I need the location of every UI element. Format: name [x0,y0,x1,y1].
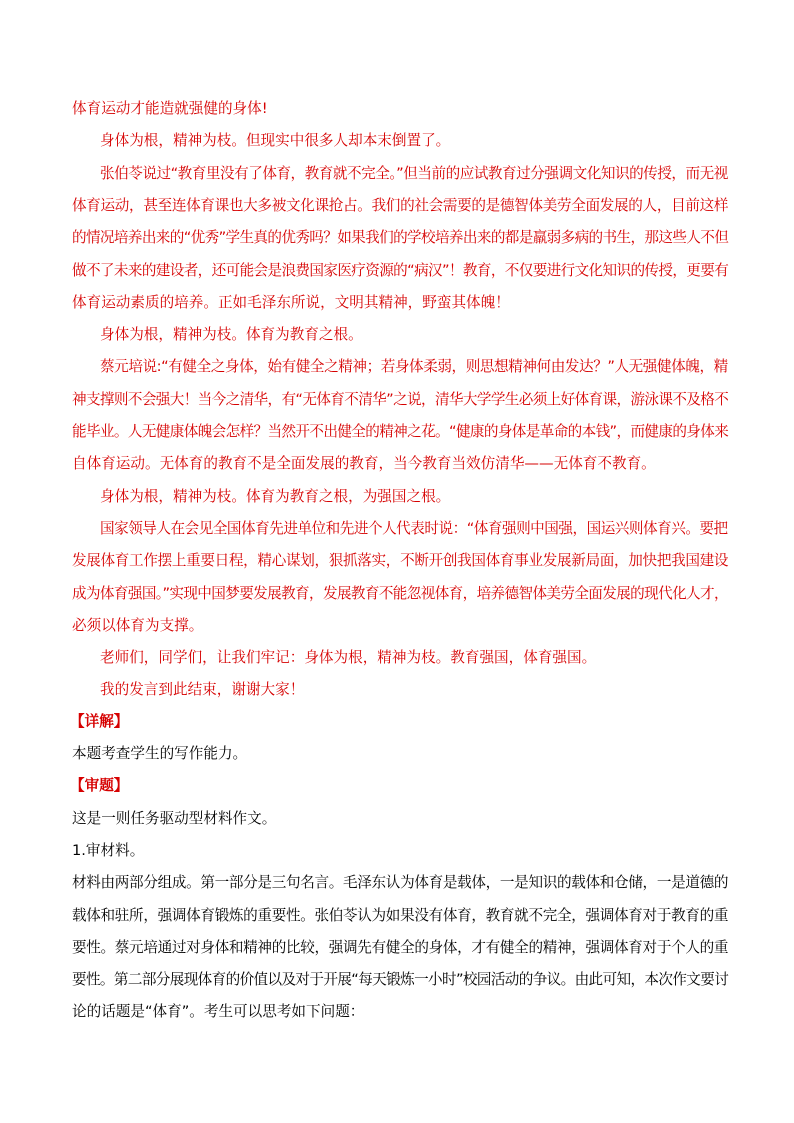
essay-line: 必须以体育为支撑。 [72,617,204,634]
essay-line: 体育运动素质的培养。正如毛泽东所说，文明其精神，野蛮其体魄！ [72,294,510,311]
review-paragraph-line: 材料由两部分组成。第一部分是三句名言。毛泽东认为体育是载体，一是知识的载体和仓储，一是道德的 [72,874,729,891]
essay-line: 身体为根，精神为枝。体育为教育之根。 [100,326,363,343]
essay-line: 我的发言到此结束，谢谢大家！ [100,681,305,698]
review-heading: 【审题】 [70,777,129,794]
essay-line: 神支撑则不会强大！当今之清华，有“无体育不清华”之说，清华大学学生必须上好体育课，游泳课不及格不 [72,391,729,408]
essay-line: 身体为根，精神为枝。但现实中很多人却本末倒置了。 [100,132,451,149]
essay-line: 的情况培养出来的“优秀”学生真的优秀吗？如果我们的学校培养出来的都是羸弱多病的书生，那这些人不但 [72,229,729,246]
detail-heading: 【详解】 [70,713,129,730]
essay-line: 蔡元培说:“有健全之身体，始有健全之精神；若身体柔弱，则思想精神何由发达？”人无强健体魄，精 [100,358,728,375]
essay-line: 自体育运动。无体育的教育不是全面发展的教育，当今教育当效仿清华——无体育不教育。 [72,455,656,472]
essay-line: 成为体育强国。”实现中国梦要发展教育，发展教育不能忽视体育，培养德智体美劳全面发展的现代化人才， [72,585,728,602]
essay-line: 做不了未来的建设者，还可能会是浪费国家医疗资源的“病汉”！教育，不仅要进行文化知识的传授，更要有 [72,262,729,279]
essay-line: 发展体育工作摆上重要日程，精心谋划，狠抓落实，不断开创我国体育事业发展新局面，加快把我国建设 [72,552,729,569]
essay-line: 身体为根，精神为枝。体育为教育之根，为强国之根。 [100,488,451,505]
detail-text: 本题考查学生的写作能力。 [72,745,248,762]
essay-line: 能毕业。人无健康体魄会怎样？当然开不出健全的精神之花。“健康的身体是革命的本钱”，而健康的身体来 [72,423,729,440]
essay-line: 国家领导人在会见全国体育先进单位和先进个人代表时说：“体育强则中国强，国运兴则体育兴。要把 [100,520,728,537]
essay-line: 体育运动才能造就强健的身体! [72,100,268,117]
review-text: 这是一则任务驱动型材料作文。 [72,810,277,827]
review-paragraph-line: 要性。第二部分展现体育的价值以及对于开展“每天锻炼一小时”校园活动的争议。由此可知，本次作文要讨 [72,971,729,988]
review-paragraph-line: 载体和驻所，强调体育锻炼的重要性。张伯苓认为如果没有体育，教育就不完全，强调体育对于教育的重 [72,907,729,924]
review-paragraph-line: 论的话题是“体育”。考生可以思考如下问题： [72,1003,365,1020]
review-subheading: 1.审材料。 [72,842,145,859]
essay-line: 张伯苓说过“教育里没有了体育，教育就不完全。”但当前的应试教育过分强调文化知识的传授，而无视 [100,165,728,182]
essay-line: 体育运动，甚至连体育课也大多被文化课抢占。我们的社会需要的是德智体美劳全面发展的人，目前这样 [72,197,729,214]
review-paragraph-line: 要性。蔡元培通过对身体和精神的比较，强调先有健全的身体，才有健全的精神，强调体育对于个人的重 [72,939,729,956]
essay-line: 老师们，同学们，让我们牢记：身体为根，精神为枝。教育强国，体育强国。 [100,649,597,666]
